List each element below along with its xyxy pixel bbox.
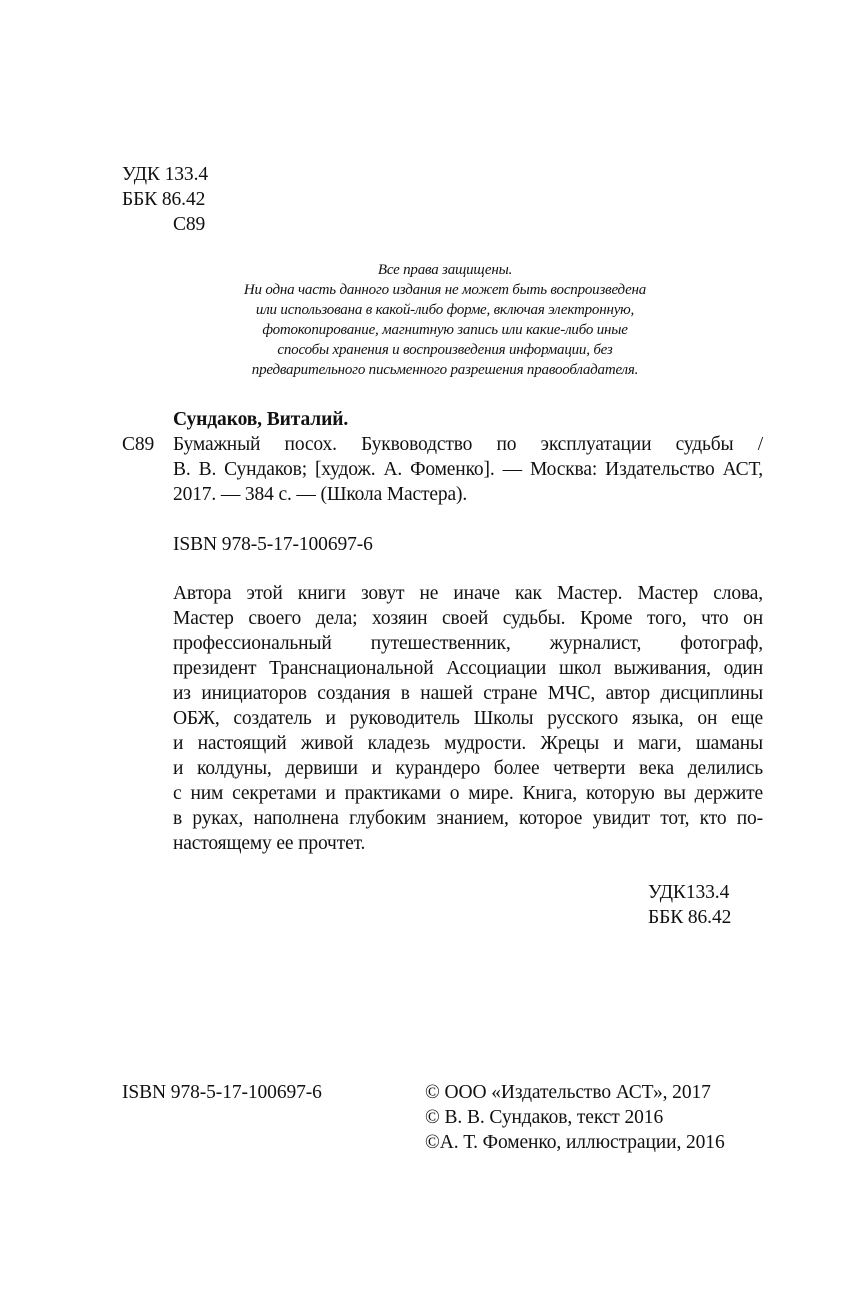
catalog-description-line: 2017. — 384 с. — (Школа Мастера). <box>173 484 468 505</box>
annotation-line: президент Транснациональной Ассоциации школ выживания, один <box>173 658 763 679</box>
annotation-line: Автора этой книги зовут не иначе как Мастер. Мастер слова, <box>173 583 763 604</box>
rights-line: Все права защищены. <box>377 262 513 278</box>
imprint-isbn: ISBN 978-5-17-100697-6 <box>122 1082 322 1103</box>
annotation-line: ОБЖ, создатель и руководитель Школы русского языка, он еще <box>173 708 763 729</box>
udk-code: УДК 133.4 <box>122 164 208 185</box>
annotation-line: из инициаторов создания в нашей стране МЧС, автор дисциплины <box>173 683 763 704</box>
rights-line: предварительного письменного разрешения правообладателя. <box>251 362 639 378</box>
footer-udk-code: УДК133.4 <box>648 882 730 903</box>
rights-line: Ни одна часть данного издания не может быть воспроизведена <box>243 282 647 298</box>
rights-line: или использована в какой-либо форме, включая электронную, <box>255 302 635 318</box>
catalog-sign: С89 <box>122 434 155 455</box>
annotation-line: и колдуны, дервиши и курандеро более четверти века делились <box>173 758 763 779</box>
footer-bbk-code: ББК 86.42 <box>648 907 732 928</box>
annotation-line: настоящему ее прочтет. <box>173 833 366 854</box>
catalog-description-line: В. В. Сундаков; [худож. А. Фоменко]. — Москва: Издательство АСТ, <box>173 459 763 480</box>
author-sign: С89 <box>173 214 206 235</box>
annotation-line: и настоящий живой кладезь мудрости. Жрецы и маги, шаманы <box>173 733 763 754</box>
annotation-line: с ним секретами и практиками о мире. Книга, которую вы держите <box>173 783 763 804</box>
copyright-line: ©А. Т. Фоменко, иллюстрации, 2016 <box>425 1132 725 1153</box>
rights-line: фотокопирование, магнитную запись или какие-либо иные <box>262 322 628 338</box>
annotation-line: профессиональный путешественник, журналист, фотограф, <box>173 633 763 654</box>
catalog-description-line: Бумажный посох. Буквоводство по эксплуатации судьбы / <box>173 434 763 455</box>
copyright-line: © ООО «Издательство АСТ», 2017 <box>425 1082 711 1103</box>
catalog-author: Сундаков, Виталий. <box>173 409 349 430</box>
annotation-line: Мастер своего дела; хозяин своей судьбы. Кроме того, что он <box>173 608 763 629</box>
bbk-code: ББК 86.42 <box>122 189 206 210</box>
catalog-isbn: ISBN 978-5-17-100697-6 <box>173 534 373 555</box>
rights-line: способы хранения и воспроизведения информации, без <box>277 342 613 358</box>
annotation-line: в руках, наполнена глубоким знанием, которое увидит тот, кто по- <box>173 808 763 829</box>
copyright-line: © В. В. Сундаков, текст 2016 <box>425 1107 664 1128</box>
